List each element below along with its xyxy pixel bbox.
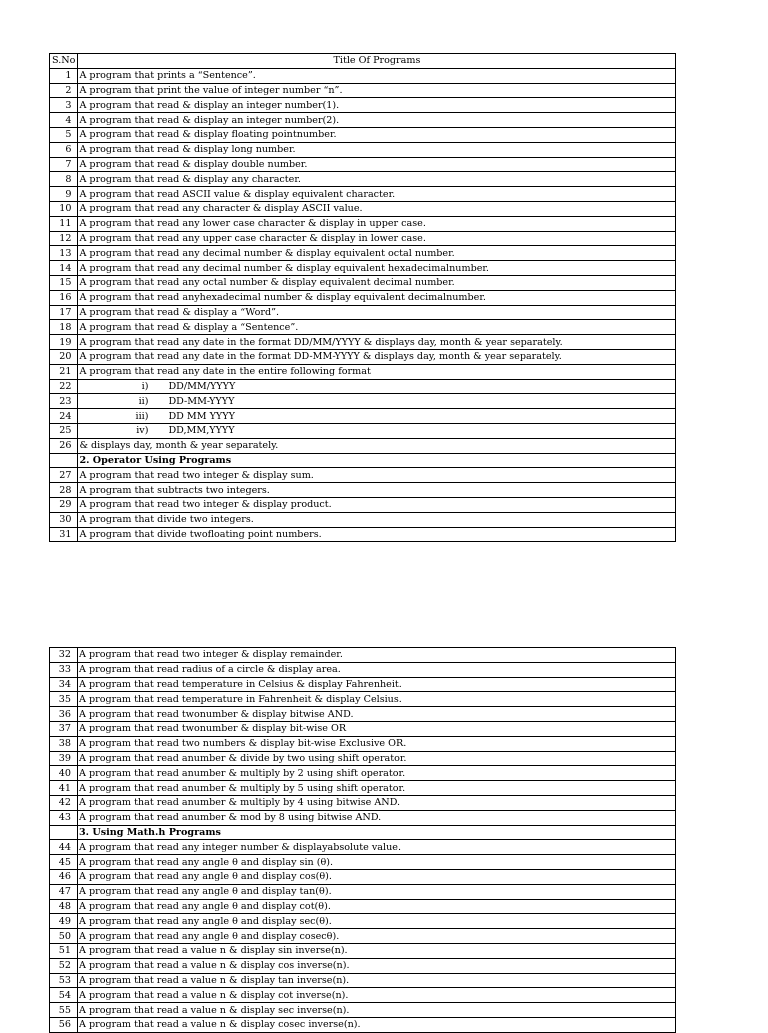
table-row	[50, 648, 676, 663]
program-number: 53	[50, 973, 78, 988]
table-row	[50, 290, 676, 305]
program-number: 21	[50, 364, 78, 379]
table-row	[50, 721, 676, 736]
program-title: A program that read & display floating pointnumber.	[78, 127, 676, 142]
program-number: 44	[50, 840, 78, 855]
program-number: 20	[50, 349, 78, 364]
program-number: 18	[50, 320, 78, 335]
roman-numeral: i)	[141, 380, 149, 392]
table-row	[50, 157, 676, 172]
program-title: A program that read any character & display ASCII value.	[78, 201, 676, 216]
program-number: 17	[50, 305, 78, 320]
table-row	[50, 142, 676, 157]
program-number: 33	[50, 662, 78, 677]
program-title: A program that read a value n & display tan inverse(n).	[78, 973, 676, 988]
program-number: 1	[50, 68, 78, 83]
table-row	[50, 869, 676, 884]
program-number: 25	[50, 423, 78, 438]
program-title: A program that read & display double number.	[78, 157, 676, 172]
program-number: 47	[50, 884, 78, 899]
table-row	[50, 512, 676, 527]
table-row	[50, 127, 676, 142]
table-row	[50, 914, 676, 929]
program-number: 26	[50, 438, 78, 453]
date-format: DD,MM,YYYY	[168, 425, 235, 437]
program-title: A program that read anumber & multiply by 2 using shift operator.	[78, 766, 676, 781]
table-row	[50, 855, 676, 870]
table-row	[50, 468, 676, 483]
table-row	[50, 379, 676, 394]
table-row	[50, 1017, 676, 1032]
program-title: A program that read a value n & display cot inverse(n).	[78, 988, 676, 1003]
program-number: 38	[50, 736, 78, 751]
date-format-item	[78, 379, 676, 394]
program-title: A program that read & display a “Sentence”.	[78, 320, 676, 335]
program-number: 52	[50, 958, 78, 973]
program-title: A program that read a value n & display sec inverse(n).	[78, 1003, 676, 1018]
programs-table-body	[50, 68, 676, 542]
program-number: 43	[50, 810, 78, 825]
roman-numeral: iv)	[136, 425, 149, 437]
program-number: 6	[50, 142, 78, 157]
program-title: A program that divide twofloating point numbers.	[78, 527, 676, 542]
program-title: A program that read two integer & display remainder.	[78, 648, 676, 663]
table-row	[50, 423, 676, 438]
program-title: A program that read a value n & display sin inverse(n).	[78, 943, 676, 958]
table-row	[50, 201, 676, 216]
table-row	[50, 246, 676, 261]
table-row	[50, 751, 676, 766]
table-row	[50, 216, 676, 231]
program-number: 22	[50, 379, 78, 394]
program-title: A program that read two integer & display sum.	[78, 468, 676, 483]
program-number: 50	[50, 929, 78, 944]
roman-numeral: iii)	[135, 410, 149, 422]
program-number: 16	[50, 290, 78, 305]
table-row	[50, 781, 676, 796]
program-number: 40	[50, 766, 78, 781]
program-number: 13	[50, 246, 78, 261]
table-row	[50, 275, 676, 290]
table-row	[50, 98, 676, 113]
table-row	[50, 527, 676, 542]
table-row	[50, 305, 676, 320]
table-row	[50, 707, 676, 722]
program-title: A program that read any angle θ and display sin (θ).	[78, 855, 676, 870]
program-title: A program that read anumber & multiply by 5 using shift operator.	[78, 781, 676, 796]
table-row	[50, 929, 676, 944]
program-number: 51	[50, 943, 78, 958]
program-number: 4	[50, 113, 78, 128]
program-title: A program that print the value of integer number “n”.	[78, 83, 676, 98]
program-number: 36	[50, 707, 78, 722]
program-number: 15	[50, 275, 78, 290]
programs-table-part-2	[49, 647, 676, 1033]
table-row	[50, 662, 676, 677]
table-row	[50, 677, 676, 692]
table-row	[50, 172, 676, 187]
table-row	[50, 943, 676, 958]
table-row	[50, 958, 676, 973]
table-row	[50, 884, 676, 899]
program-title: A program that read any angle θ and display cot(θ).	[78, 899, 676, 914]
programs-table-body	[50, 648, 676, 1033]
program-number: 7	[50, 157, 78, 172]
table-header-row	[50, 54, 676, 69]
program-title: A program that read any decimal number & display equivalent hexadecimalnumber.	[78, 261, 676, 276]
program-number: 45	[50, 855, 78, 870]
table-row	[50, 692, 676, 707]
program-number: 34	[50, 677, 78, 692]
program-title: A program that divide two integers.	[78, 512, 676, 527]
table-row	[50, 1003, 676, 1018]
table-row	[50, 438, 676, 453]
program-title: A program that subtracts two integers.	[78, 483, 676, 498]
program-title: A program that read any upper case character & display in lower case.	[78, 231, 676, 246]
program-number: 31	[50, 527, 78, 542]
program-number: 23	[50, 394, 78, 409]
program-title: A program that read any integer number & displayabsolute value.	[78, 840, 676, 855]
program-title: A program that read any angle θ and display cos(θ).	[78, 869, 676, 884]
date-format: DD-MM-YYYY	[168, 395, 235, 407]
table-row	[50, 83, 676, 98]
program-number: 54	[50, 988, 78, 1003]
table-row	[50, 349, 676, 364]
program-title: A program that read radius of a circle & display area.	[78, 662, 676, 677]
table-row	[50, 766, 676, 781]
program-title: A program that read & display an integer number(2).	[78, 113, 676, 128]
program-title: A program that read any angle θ and display sec(θ).	[78, 914, 676, 929]
table-row	[50, 113, 676, 128]
program-title: A program that read & display any character.	[78, 172, 676, 187]
section-heading: 3. Using Math.h Programs	[78, 825, 676, 840]
table-row	[50, 320, 676, 335]
program-title: A program that read a value n & display cosec inverse(n).	[78, 1017, 676, 1032]
program-number: 28	[50, 483, 78, 498]
program-number: 42	[50, 795, 78, 810]
table-row	[50, 497, 676, 512]
table-row	[50, 187, 676, 202]
program-number: 12	[50, 231, 78, 246]
program-title: A program that read two numbers & display bit-wise Exclusive OR.	[78, 736, 676, 751]
program-number: 9	[50, 187, 78, 202]
table-row	[50, 810, 676, 825]
program-number: 5	[50, 127, 78, 142]
program-title: A program that read ASCII value & display equivalent character.	[78, 187, 676, 202]
program-title: A program that prints a “Sentence”.	[78, 68, 676, 83]
date-format-item	[78, 423, 676, 438]
program-number: 29	[50, 497, 78, 512]
program-number: 11	[50, 216, 78, 231]
section-heading-row	[50, 825, 676, 840]
program-number: 19	[50, 335, 78, 350]
program-title: A program that read two integer & display product.	[78, 497, 676, 512]
table-row	[50, 840, 676, 855]
program-title: A program that read anumber & divide by two using shift operator.	[78, 751, 676, 766]
section-heading: 2. Operator Using Programs	[78, 453, 676, 468]
program-number	[50, 825, 78, 840]
program-number: 32	[50, 648, 78, 663]
sno-column-header: S.No	[50, 54, 78, 69]
program-number: 27	[50, 468, 78, 483]
program-number	[50, 453, 78, 468]
program-number: 37	[50, 721, 78, 736]
program-number: 2	[50, 83, 78, 98]
table-row	[50, 261, 676, 276]
program-title: A program that read anumber & mod by 8 using bitwise AND.	[78, 810, 676, 825]
program-title: A program that read twonumber & display bit-wise OR	[78, 721, 676, 736]
table-row	[50, 231, 676, 246]
program-number: 3	[50, 98, 78, 113]
table-row	[50, 483, 676, 498]
date-format-item	[78, 394, 676, 409]
program-number: 14	[50, 261, 78, 276]
program-title: A program that read any decimal number & display equivalent octal number.	[78, 246, 676, 261]
program-number: 46	[50, 869, 78, 884]
program-title: A program that read & display an integer number(1).	[78, 98, 676, 113]
table-row	[50, 899, 676, 914]
table-row	[50, 409, 676, 424]
program-title: A program that read & display long number.	[78, 142, 676, 157]
table-row	[50, 335, 676, 350]
section-heading-row	[50, 453, 676, 468]
program-number: 10	[50, 201, 78, 216]
table-row	[50, 988, 676, 1003]
roman-numeral: ii)	[138, 395, 149, 407]
program-title: A program that read temperature in Celsius & display Fahrenheit.	[78, 677, 676, 692]
title-column-header: Title Of Programs	[78, 54, 676, 69]
program-number: 35	[50, 692, 78, 707]
table-row	[50, 795, 676, 810]
program-title: A program that read any lower case character & display in upper case.	[78, 216, 676, 231]
program-title: & displays day, month & year separately.	[78, 438, 676, 453]
program-number: 49	[50, 914, 78, 929]
programs-table-part-1	[49, 53, 676, 542]
table-row	[50, 364, 676, 379]
program-title: A program that read any date in the entire following format	[78, 364, 676, 379]
program-title: A program that read & display a “Word”.	[78, 305, 676, 320]
program-title: A program that read a value n & display cos inverse(n).	[78, 958, 676, 973]
date-format: DD MM YYYY	[168, 410, 235, 422]
program-number: 30	[50, 512, 78, 527]
program-title: A program that read twonumber & display bitwise AND.	[78, 707, 676, 722]
program-number: 55	[50, 1003, 78, 1018]
program-number: 39	[50, 751, 78, 766]
program-number: 41	[50, 781, 78, 796]
program-title: A program that read any date in the format DD-MM-YYYY & displays day, month & year separately.	[78, 349, 676, 364]
program-title: A program that read anyhexadecimal number & display equivalent decimalnumber.	[78, 290, 676, 305]
date-format: DD/MM/YYYY	[168, 380, 236, 392]
program-number: 56	[50, 1017, 78, 1032]
table-row	[50, 68, 676, 83]
program-number: 24	[50, 409, 78, 424]
program-title: A program that read anumber & multiply by 4 using bitwise AND.	[78, 795, 676, 810]
program-title: A program that read any date in the format DD/MM/YYYY & displays day, month & year separately.	[78, 335, 676, 350]
table-row	[50, 394, 676, 409]
program-title: A program that read temperature in Fahrenheit & display Celsius.	[78, 692, 676, 707]
program-number: 8	[50, 172, 78, 187]
table-row	[50, 973, 676, 988]
program-title: A program that read any angle θ and display cosecθ).	[78, 929, 676, 944]
date-format-item	[78, 409, 676, 424]
program-title: A program that read any angle θ and display tan(θ).	[78, 884, 676, 899]
table-row	[50, 736, 676, 751]
program-title: A program that read any octal number & display equivalent decimal number.	[78, 275, 676, 290]
program-number: 48	[50, 899, 78, 914]
